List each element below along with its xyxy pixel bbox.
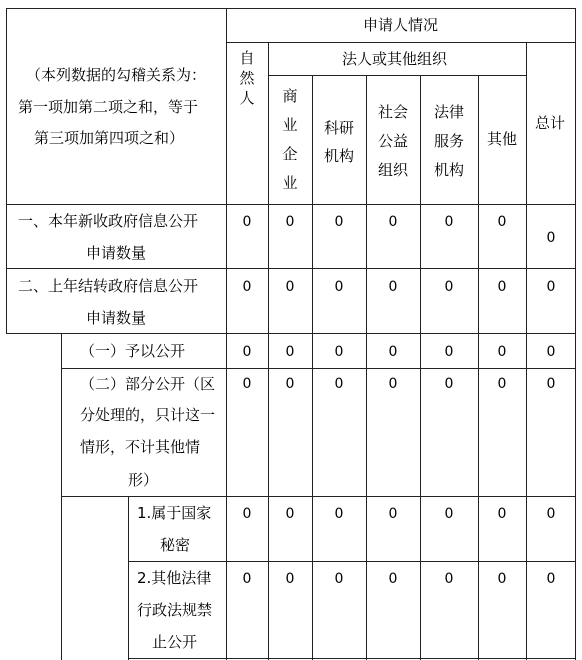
table-cell: 0 xyxy=(242,376,252,392)
table-cell-total: 0 xyxy=(546,279,556,295)
table-border-left xyxy=(6,8,7,334)
header-legal-and-other: 法人或其他组织 xyxy=(342,50,448,68)
grid-line xyxy=(268,75,526,76)
grid-line xyxy=(6,204,576,205)
row-label: 情形，不计其他情 xyxy=(80,438,201,456)
table-cell: 0 xyxy=(334,214,344,230)
grid-line xyxy=(128,561,576,562)
table-cell: 0 xyxy=(242,506,252,522)
table-cell-total: 0 xyxy=(546,571,556,587)
row-label: 申请数量 xyxy=(86,309,147,327)
header-commercial: 商 业 企 业 xyxy=(282,87,298,192)
table-cell: 0 xyxy=(242,279,252,295)
table-cell: 0 xyxy=(242,214,252,230)
table-cell: 0 xyxy=(285,571,295,587)
row-label: 二、上年结转政府信息公开 xyxy=(18,277,199,295)
table-cell: 0 xyxy=(285,376,295,392)
table-cell: 0 xyxy=(334,376,344,392)
table-cell: 0 xyxy=(334,344,344,360)
table-cell: 0 xyxy=(388,376,398,392)
table-border-top xyxy=(6,8,576,9)
header-other: 其他 xyxy=(487,130,518,148)
table-cell: 0 xyxy=(444,279,454,295)
relation-note: （本列数据的勾稽关系为： xyxy=(26,66,207,84)
grid-line xyxy=(128,496,129,660)
row-label: 分处理的，只计这一 xyxy=(80,406,216,424)
row-label: （一）予以公开 xyxy=(80,342,186,360)
row-label: 行政法规禁 xyxy=(137,601,213,619)
row-label: 止公开 xyxy=(152,633,198,651)
table-cell: 0 xyxy=(388,214,398,230)
row-label: 形） xyxy=(128,471,159,489)
table-cell: 0 xyxy=(334,279,344,295)
relation-note: 第三项加第四项之和） xyxy=(34,129,185,147)
relation-note: 第一项加第二项之和，等于 xyxy=(18,98,199,116)
table-cell: 0 xyxy=(497,214,507,230)
grid-line xyxy=(478,75,479,660)
header-research: 科研 机构 xyxy=(323,119,354,165)
header-total: 总计 xyxy=(535,114,566,132)
grid-line xyxy=(6,268,576,269)
table-cell: 0 xyxy=(242,571,252,587)
table-cell: 0 xyxy=(497,506,507,522)
header-legal-services: 法律 服务 机构 xyxy=(433,103,464,179)
row-label: 秘密 xyxy=(160,536,191,554)
table-cell-total: 0 xyxy=(546,506,556,522)
table-cell: 0 xyxy=(334,571,344,587)
table-cell: 0 xyxy=(242,344,252,360)
table-cell-total: 0 xyxy=(546,344,556,360)
row-label: 一、本年新收政府信息公开 xyxy=(18,212,199,230)
header-natural-person: 自 然 人 xyxy=(239,49,255,107)
table-cell: 0 xyxy=(334,506,344,522)
table-cell: 0 xyxy=(285,344,295,360)
table-cell: 0 xyxy=(444,506,454,522)
table-border-right xyxy=(575,8,576,660)
table-cell: 0 xyxy=(388,344,398,360)
table-cell: 0 xyxy=(444,376,454,392)
header-social-welfare: 社会 公益 组织 xyxy=(377,103,408,179)
header-applicant-situation: 申请人情况 xyxy=(363,16,439,34)
table-cell: 0 xyxy=(497,344,507,360)
table-cell: 0 xyxy=(285,214,295,230)
row-label: 申请数量 xyxy=(86,244,147,262)
table-cell: 0 xyxy=(497,279,507,295)
table-cell: 0 xyxy=(497,376,507,392)
grid-line xyxy=(61,333,62,660)
table-cell-total: 0 xyxy=(546,376,556,392)
grid-line xyxy=(6,333,576,334)
table-cell: 0 xyxy=(388,506,398,522)
row-label: 1.属于国家 xyxy=(137,504,212,522)
table-cell: 0 xyxy=(388,571,398,587)
grid-line xyxy=(128,658,576,659)
table-cell: 0 xyxy=(497,571,507,587)
table-cell: 0 xyxy=(285,279,295,295)
table-cell: 0 xyxy=(285,506,295,522)
table-cell: 0 xyxy=(444,214,454,230)
grid-line xyxy=(61,496,576,497)
table-cell-total: 0 xyxy=(546,230,556,246)
row-label: （二）部分公开（区 xyxy=(80,375,216,393)
grid-line xyxy=(226,42,576,43)
grid-line xyxy=(61,368,576,369)
table-cell: 0 xyxy=(444,344,454,360)
table-cell: 0 xyxy=(444,571,454,587)
table-cell: 0 xyxy=(388,279,398,295)
grid-line xyxy=(526,42,527,660)
row-label: 2.其他法律 xyxy=(137,569,212,587)
